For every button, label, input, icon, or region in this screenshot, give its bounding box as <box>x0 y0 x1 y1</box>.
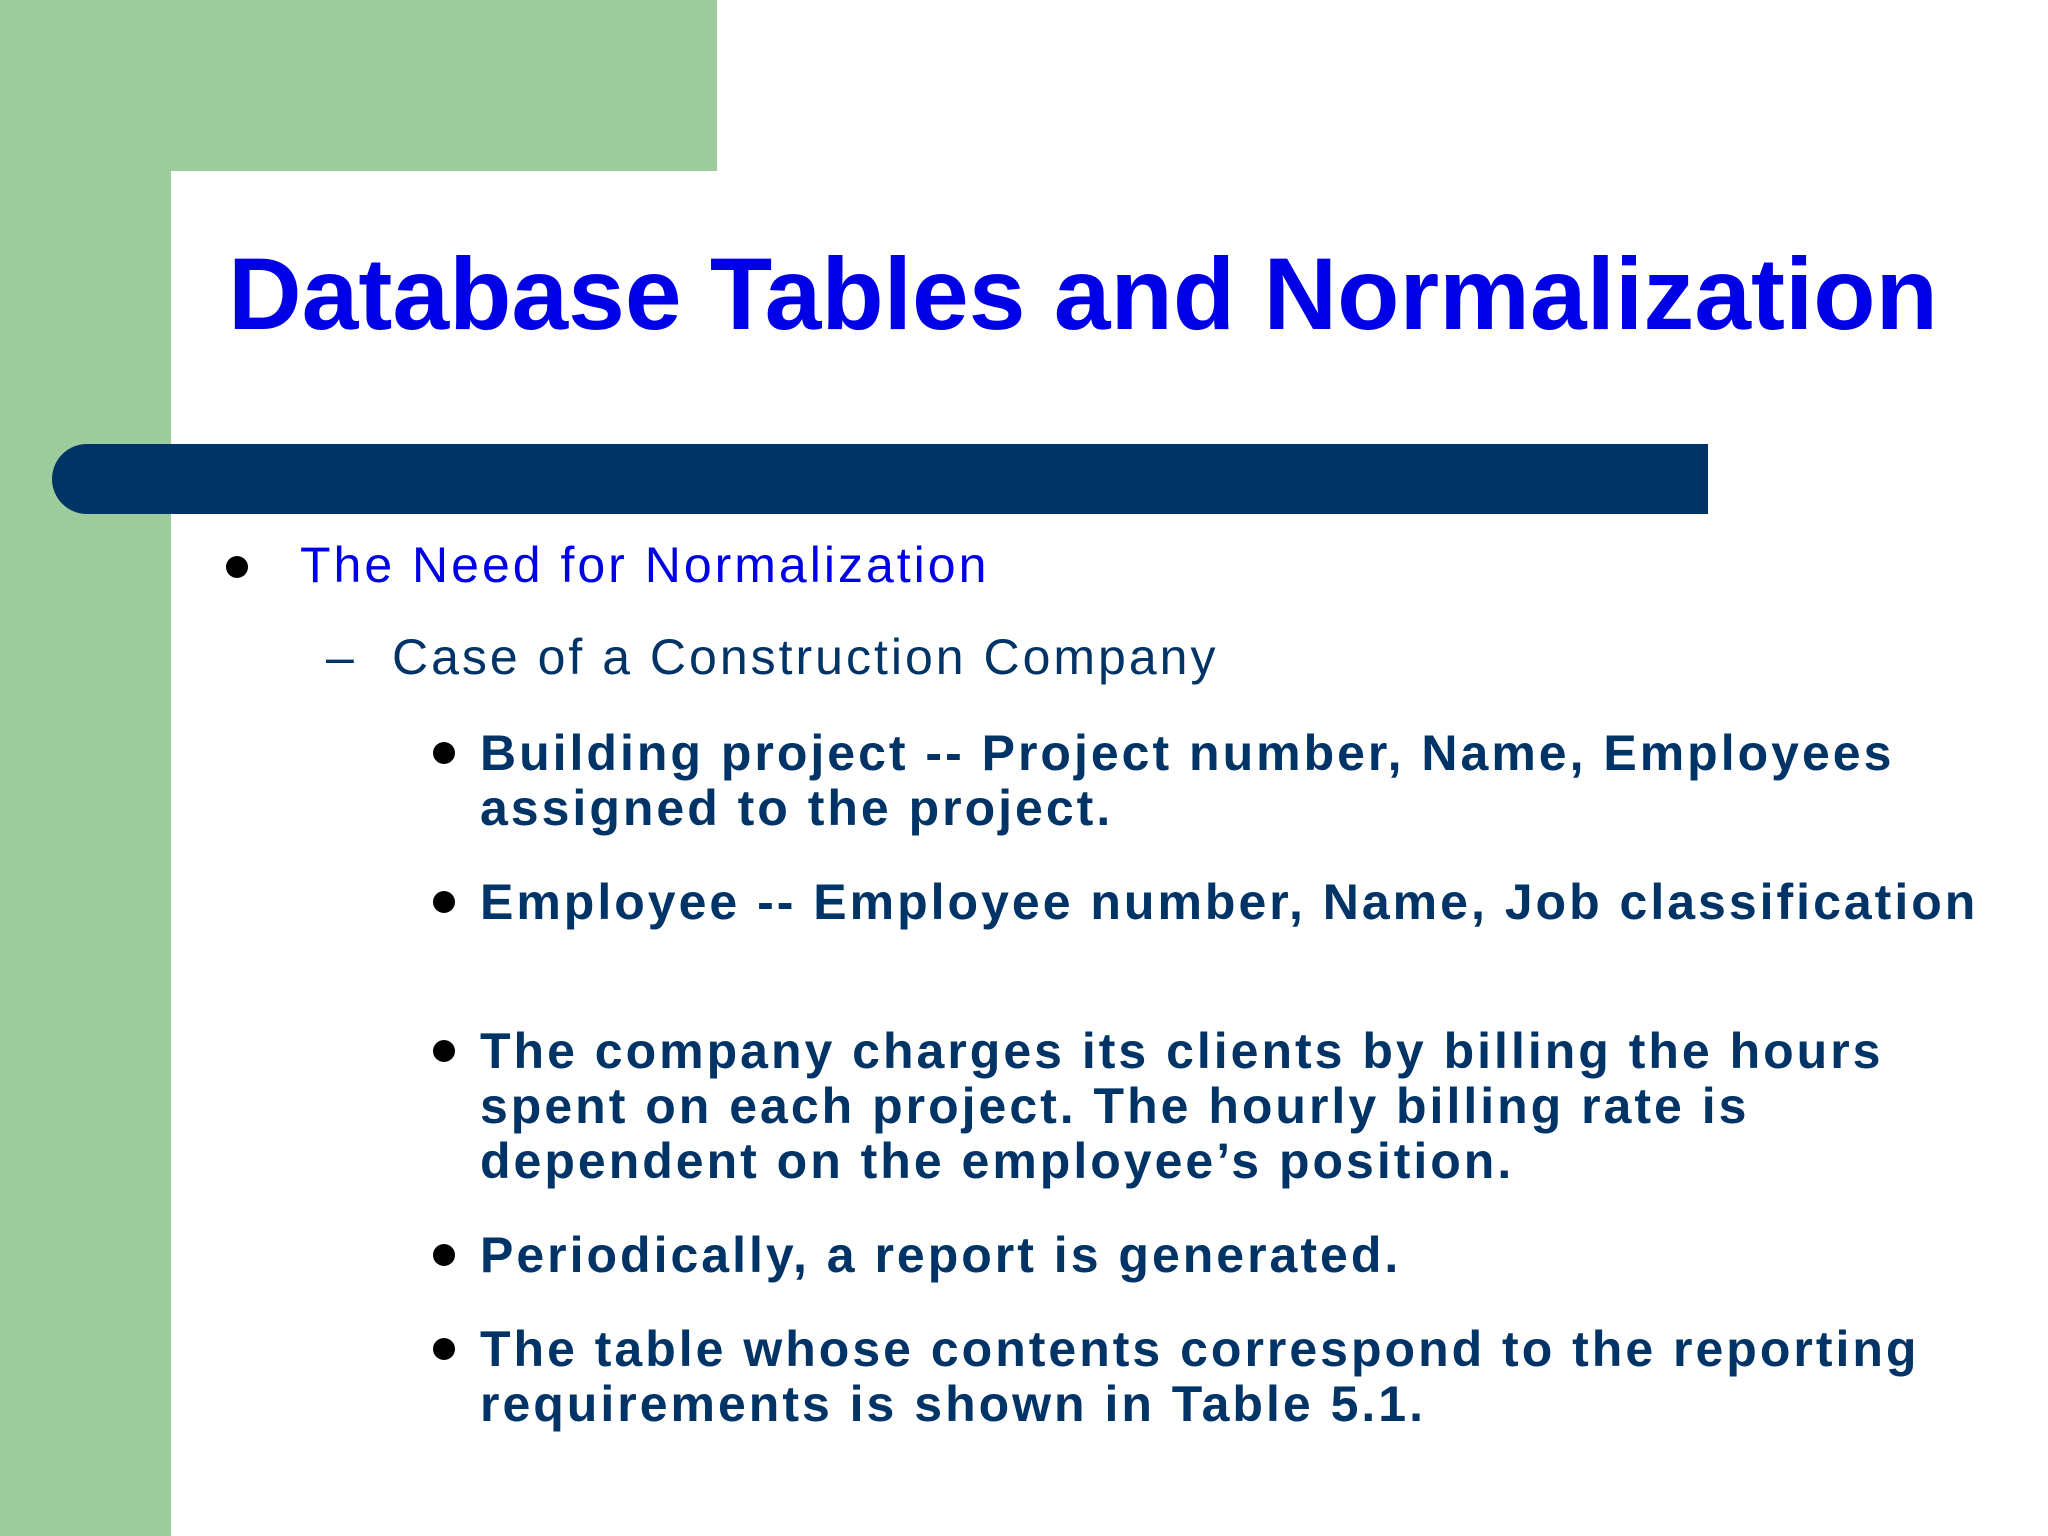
list-item-text: Periodically, a report is generated. <box>480 1227 1402 1283</box>
list-item-text: The table whose contents correspond to the reporting requirements is shown in Table 5.1. <box>480 1321 1920 1432</box>
dash-bullet-icon: – <box>326 629 357 685</box>
bullet-dot-icon <box>433 1338 455 1360</box>
list-item-text: Building project -- Project number, Name, Employees assigned to the project. <box>480 725 1895 836</box>
bullet-dot-icon <box>433 742 455 764</box>
slide-title: Database Tables and Normalization <box>228 237 1938 351</box>
bullet-dot-icon <box>433 891 455 913</box>
bullet-level2-text: Case of a Construction Company <box>392 629 1219 685</box>
list-item-text: The company charges its clients by billing the hours spent on each project. The hourly billing rate is dependent on the employee’s position. <box>480 1023 1884 1189</box>
bullet-dot-icon <box>226 556 248 578</box>
bullet-dot-icon <box>433 1244 455 1266</box>
list-item-text: Employee -- Employee number, Name, Job classification <box>480 874 1979 930</box>
bullet-dot-icon <box>433 1040 455 1062</box>
bullet-level1-text: The Need for Normalization <box>300 537 990 593</box>
